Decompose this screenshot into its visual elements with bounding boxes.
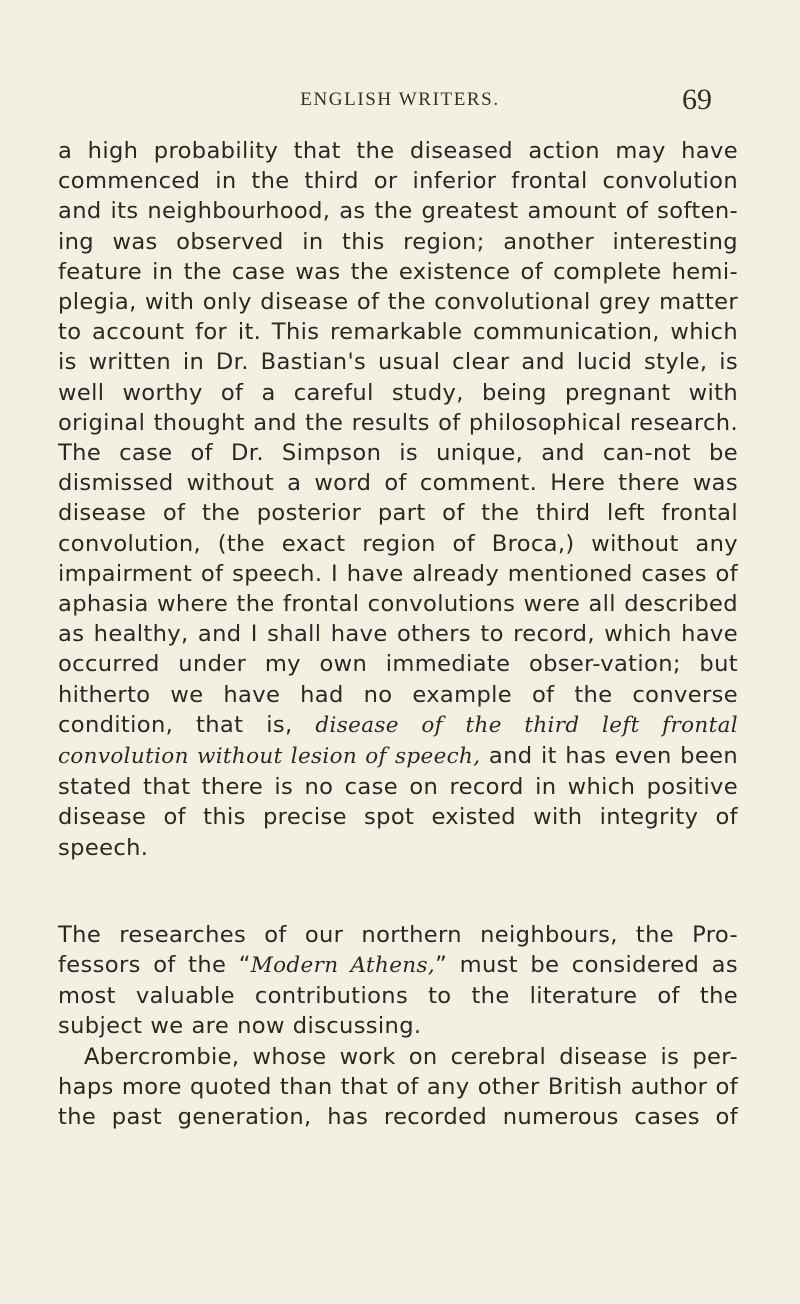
body-text — [58, 136, 738, 1132]
running-head — [0, 83, 800, 123]
paragraph-1-text: a high probability that the diseased action may have commenced in the third or inferior frontal convolution and its neighbourhood, as the greatest amount of soften-ing was observed in this region; another interesting feature in the case was the existence of complete hemi-plegia, with only disease of the convolutional grey matter to account for it. This remarkable communication, which is written in Dr. Bastian's usual clear and lucid style, is well worthy of a careful study, being pregnant with original thought and the results of philosophical research. The case of Dr. Simpson is unique, and can-not be dismissed without a word of comment. Here there was disease of the posterior part of the third left frontal convolution, (the exact region of Broca,) without any impairment of speech. I have already mentioned cases of aphasia where the frontal convolutions were all described as healthy, and I shall have others to record, which have occurred under my own immediate obser-vation; but hitherto we have had no example of the converse condition, that is, — [58, 138, 738, 738]
paragraph-1 — [58, 136, 738, 863]
paragraph-2 — [58, 920, 738, 1042]
paragraph-2-text-before: The researches of our northern neighbours, the Pro-fessors of the “ — [58, 921, 738, 979]
paragraph-1-text-after: and it has even been stated that there is no case on record in which positive disease of this precise spot existed with integrity of speech. — [58, 743, 738, 861]
paragraph-1-emphasis: disease of the third left frontal convolution without lesion of speech, — [58, 712, 738, 770]
paragraph-3-text: Abercrombie, whose work on cerebral disease is per-haps more quoted than that of any other British author of the past generation, has recorded numerous cases of — [58, 1043, 738, 1131]
page-number: 69 — [682, 83, 712, 116]
paragraph-3 — [58, 1042, 738, 1133]
paragraph-2-emphasis: Modern Athens, — [250, 953, 436, 979]
paragraph-2-text-after: ” must be considered as most valuable contributions to the literature of the subject we are now discussing. — [58, 952, 738, 1040]
paragraph-gap — [58, 863, 738, 920]
running-title: ENGLISH WRITERS. — [300, 89, 500, 110]
